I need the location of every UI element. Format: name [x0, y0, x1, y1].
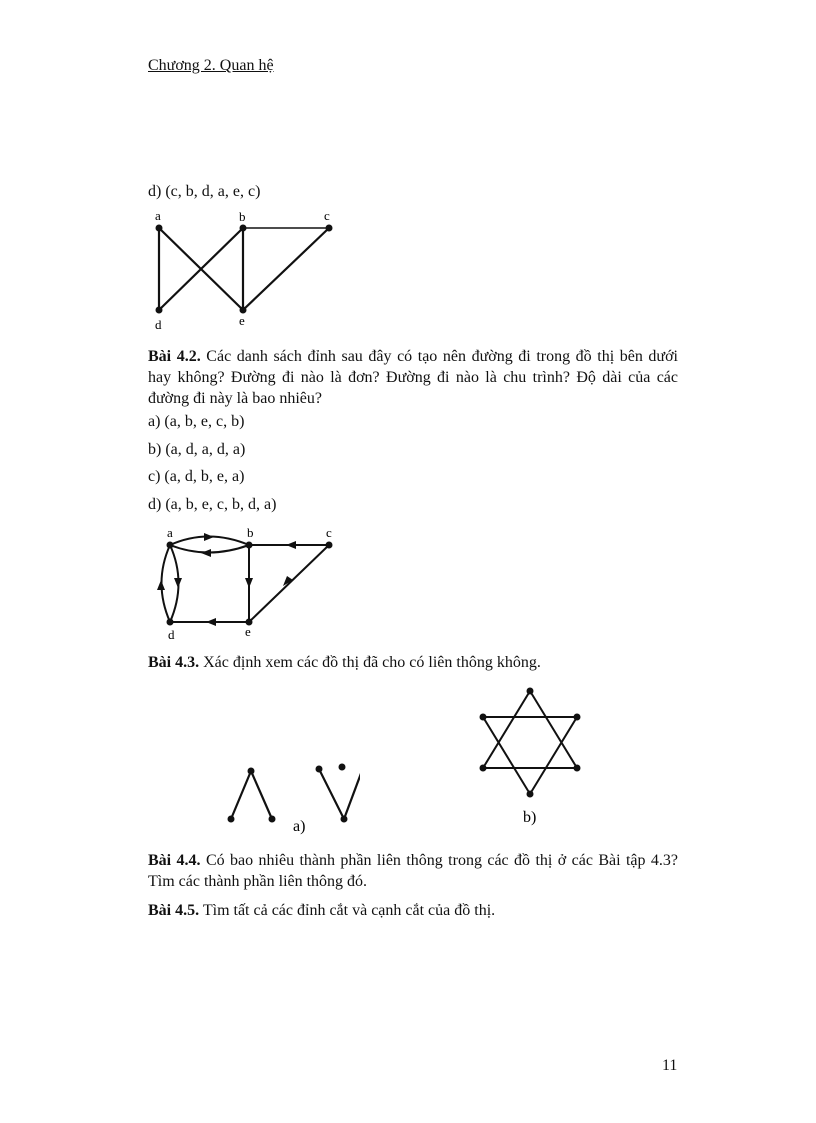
vertex-label-d: d	[168, 627, 175, 642]
exercise-body: Xác định xem các đồ thị đã cho có liên thông không.	[203, 654, 541, 671]
page-number: 11	[662, 1057, 678, 1074]
vertex-label-c: c	[326, 525, 332, 540]
exercise-body: Các danh sách đỉnh sau đây có tạo nên đường đi trong đồ thị bên dưới hay không? Đường đi nào là đơn? Đường đi nào là chu trình? Độ dài của các đường đi này là bao nhiêu?	[148, 348, 679, 407]
vertex-label-e: e	[239, 313, 245, 328]
vertex-label-c: c	[324, 208, 330, 223]
exercise-title: Bài 4.3.	[148, 654, 200, 671]
exercise-body: Tìm tất cả các đỉnh cắt và cạnh cắt của đồ thị.	[202, 902, 496, 919]
exercise-4-2	[148, 346, 678, 409]
vertex-label-a: a	[155, 208, 161, 223]
exercise-body: Có bao nhiêu thành phần liên thông trong các đồ thị ở các Bài tập 4.3? Tìm các thành phần liên thông đó.	[148, 852, 678, 890]
vertex-label-e: e	[245, 624, 251, 639]
graph-figure-1	[148, 205, 348, 335]
exercise-title: Bài 4.5.	[148, 902, 200, 919]
vertex-label-b: b	[239, 209, 246, 224]
exercise-4-5	[148, 900, 678, 921]
figure-label-b: b)	[523, 809, 537, 826]
list-item: b) (a, d, a, d, a)	[148, 441, 246, 458]
exercise-4-4	[148, 850, 678, 892]
list-item: a) (a, b, e, c, b)	[148, 413, 245, 430]
figure-label-a: a)	[293, 818, 306, 835]
list-item: c) (a, d, b, e, a)	[148, 468, 245, 485]
chapter-header: Chương 2. Quan hệ	[148, 57, 274, 74]
list-item-d: d) (c, b, d, a, e, c)	[148, 183, 261, 200]
exercise-4-3	[148, 652, 678, 673]
vertex-label-d: d	[155, 317, 162, 332]
exercise-title: Bài 4.2.	[148, 348, 201, 365]
vertex-label-a: a	[167, 525, 173, 540]
exercise-title: Bài 4.4.	[148, 852, 201, 869]
list-item: d) (a, b, e, c, b, d, a)	[148, 496, 277, 513]
vertex-label-b: b	[247, 525, 254, 540]
graph-figure-2	[148, 522, 348, 647]
graph-figure-3b	[470, 680, 595, 830]
graph-figure-3a	[220, 755, 360, 835]
